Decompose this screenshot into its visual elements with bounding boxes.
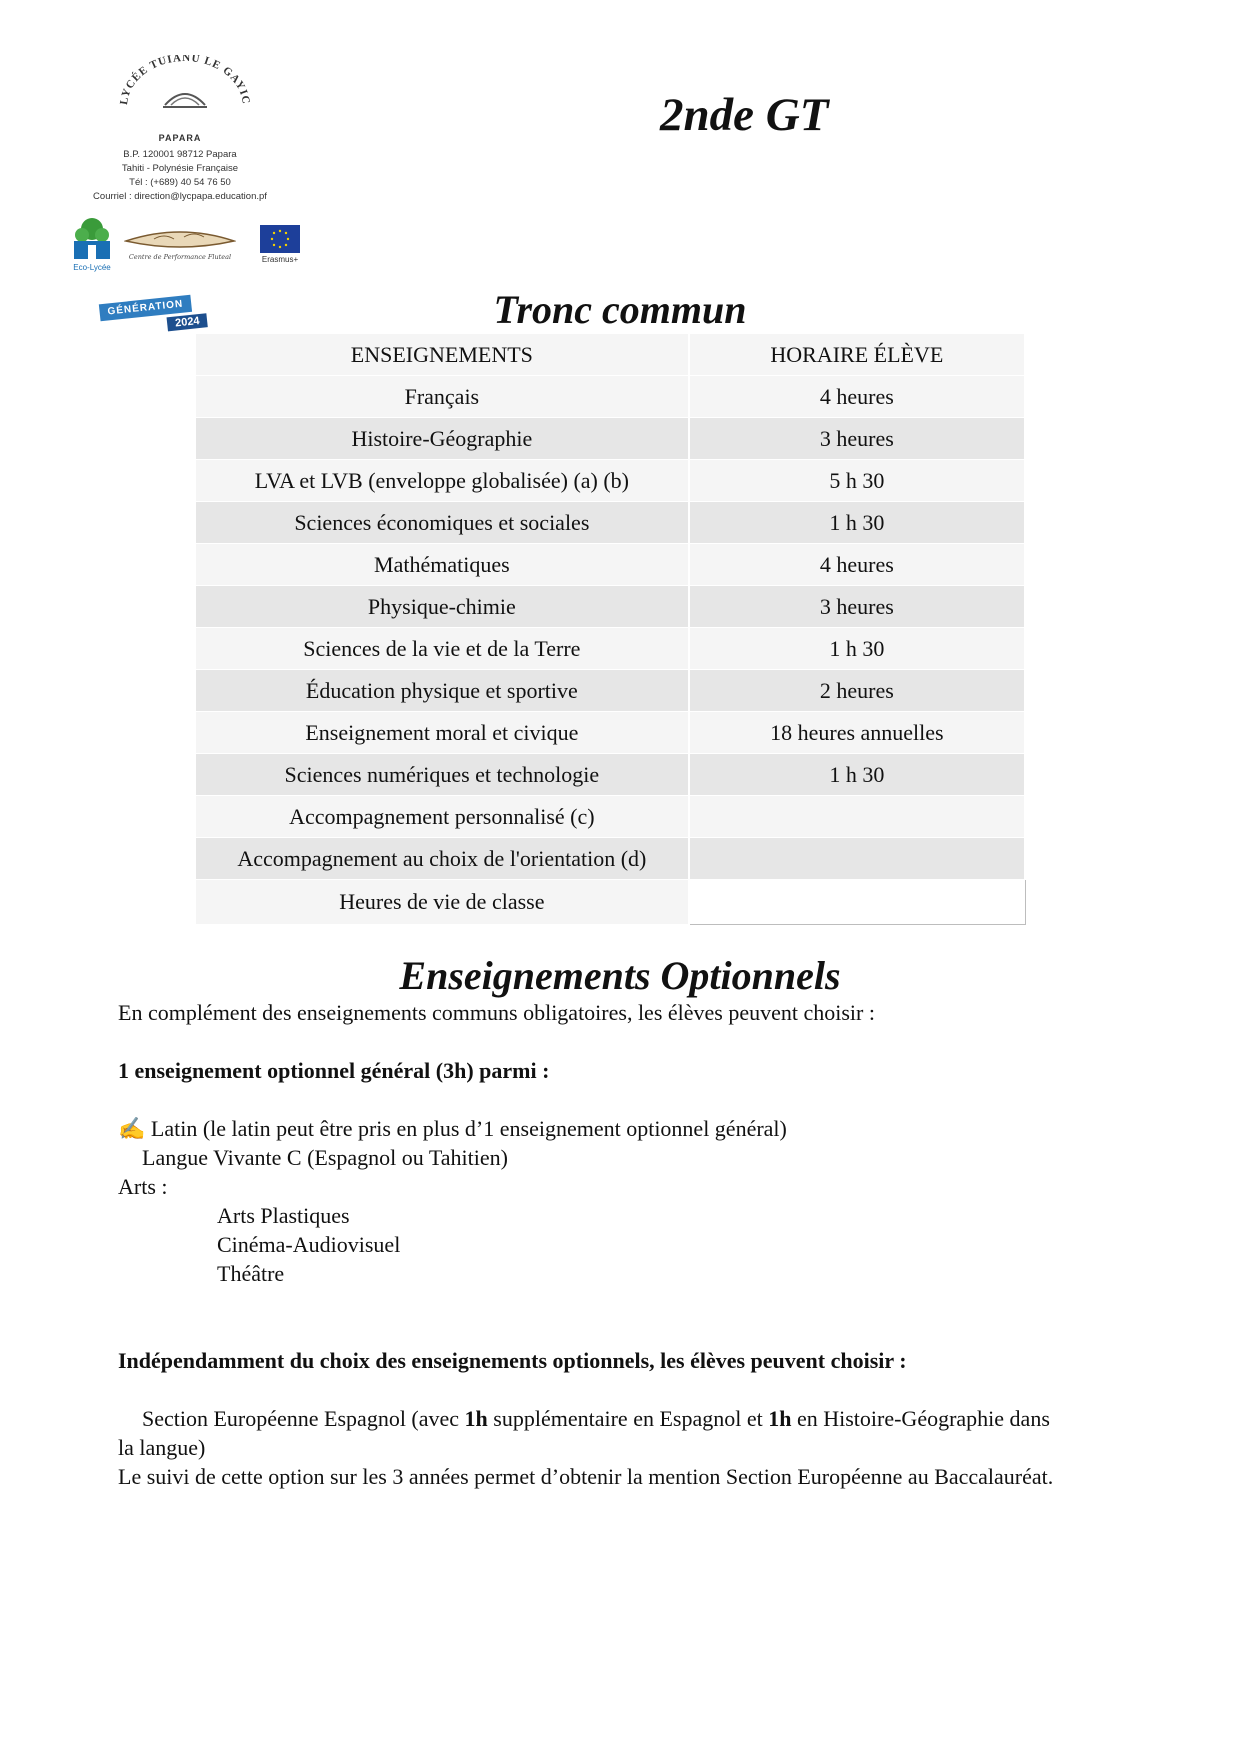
option-arts-item: [118, 1230, 1058, 1259]
table-row: [196, 418, 1025, 460]
page-title: 2nde GT: [660, 89, 829, 141]
eco-lycee-icon: [70, 215, 114, 263]
tronc-commun-table: [196, 334, 1026, 925]
hours-cell: 4 heures: [689, 544, 1025, 586]
hours-cell: [689, 880, 1025, 925]
hours-cell: 5 h 30: [689, 460, 1025, 502]
table-row: [196, 712, 1025, 754]
hours-cell: 1 h 30: [689, 754, 1025, 796]
column-header-enseignements: ENSEIGNEMENTS: [196, 334, 689, 376]
subject-cell: Accompagnement au choix de l'orientation (d): [196, 838, 689, 880]
school-address: [70, 148, 290, 204]
option-label: Cinéma-Audiovisuel: [217, 1232, 401, 1257]
option-arts-item: [118, 1201, 1058, 1230]
option-latin: [118, 1114, 1058, 1143]
table-row: [196, 628, 1025, 670]
subject-cell: Éducation physique et sportive: [196, 670, 689, 712]
writing-hand-icon: ✍: [118, 1116, 146, 1141]
section-euro-hours: 1h: [464, 1406, 488, 1431]
eu-flag-icon: [260, 225, 300, 253]
table-row: [196, 502, 1025, 544]
section-euro-text: Section Européenne Espagnol (avec: [142, 1406, 465, 1431]
subject-cell: Histoire-Géographie: [196, 418, 689, 460]
generation-label: GÉNÉRATION: [99, 295, 192, 322]
address-line: B.P. 120001 98712 Papara: [123, 149, 237, 160]
table-row: [196, 586, 1025, 628]
section-euro-text: en Histoire-Géographie dans la langue): [118, 1406, 1050, 1460]
option-label: Arts Plastiques: [217, 1203, 350, 1228]
option-lvc: [118, 1143, 1058, 1172]
school-name: LYCÉE TUIANU LE GAYIC: [117, 55, 253, 106]
intro-text: En complément des enseignements communs obligatoires, les élèves peuvent choisir :: [118, 1000, 875, 1025]
school-logo: [115, 55, 255, 115]
table-row: [196, 880, 1025, 925]
subject-cell: Physique-chimie: [196, 586, 689, 628]
table-row: [196, 670, 1025, 712]
optionnels-title: Enseignements Optionnels: [399, 953, 841, 998]
hours-cell: 1 h 30: [689, 502, 1025, 544]
hours-cell: 3 heures: [689, 418, 1025, 460]
optionnels-body: [118, 998, 1058, 1491]
table-row: [196, 544, 1025, 586]
address-line: Tahiti - Polynésie Française: [121, 163, 239, 174]
tronc-commun-title: Tronc commun: [493, 287, 747, 332]
hours-cell: 1 h 30: [689, 628, 1025, 670]
table-row: [196, 376, 1025, 418]
option-label: Latin (le latin peut être pris en plus d’1 enseignement optionnel général): [150, 1116, 787, 1141]
subject-cell: Sciences de la vie et de la Terre: [196, 628, 689, 670]
table-row: [196, 460, 1025, 502]
option-arts-item: [118, 1259, 1058, 1288]
subject-cell: LVA et LVB (enveloppe globalisée) (a) (b): [196, 460, 689, 502]
general-heading: 1 enseignement optionnel général (3h) parmi :: [118, 1058, 550, 1083]
independent-heading: Indépendamment du choix des enseignements optionnels, les élèves peuvent choisir :: [118, 1348, 907, 1373]
table-header-row: [196, 334, 1025, 376]
eco-lycee-label: Eco-Lycée: [73, 263, 111, 272]
option-label: Langue Vivante C (Espagnol ou Tahitien): [142, 1145, 508, 1170]
table-row: [196, 838, 1025, 880]
hours-cell: 3 heures: [689, 586, 1025, 628]
option-section-europeenne: [118, 1404, 1058, 1462]
hours-cell: [689, 838, 1025, 880]
hours-cell: [689, 796, 1025, 838]
subject-cell: Français: [196, 376, 689, 418]
canoe-logo-icon: [124, 221, 236, 255]
hours-cell: 4 heures: [689, 376, 1025, 418]
address-line: Tél : (+689) 40 54 76 50: [129, 177, 231, 188]
cpe-label: Centre de Performance Fluteal: [128, 253, 232, 261]
hours-cell: 2 heures: [689, 670, 1025, 712]
option-label: Théâtre: [217, 1261, 285, 1286]
table-row: [196, 796, 1025, 838]
table-row: [196, 754, 1025, 796]
column-header-horaire: HORAIRE ÉLÈVE: [689, 334, 1025, 376]
arts-label: Arts :: [118, 1174, 168, 1199]
closing-text: Le suivi de cette option sur les 3 années permet d’obtenir la mention Section Européenne au Baccalauréat.: [118, 1464, 1054, 1489]
erasmus-label: Erasmus+: [261, 255, 299, 264]
subject-cell: Sciences numériques et technologie: [196, 754, 689, 796]
section-euro-text: supplémentaire en Espagnol et: [487, 1406, 769, 1431]
subject-cell: Mathématiques: [196, 544, 689, 586]
address-line: Courriel : direction@lycpapa.education.pf: [93, 191, 267, 202]
hours-cell: 18 heures annuelles: [689, 712, 1025, 754]
subject-cell: Accompagnement personnalisé (c): [196, 796, 689, 838]
subject-cell: Sciences économiques et sociales: [196, 502, 689, 544]
subject-cell: Heures de vie de classe: [196, 880, 689, 925]
generation-year: 2024: [167, 313, 209, 331]
section-euro-hours: 1h: [768, 1406, 792, 1431]
school-place: PAPARA: [158, 133, 202, 143]
subject-cell: Enseignement moral et civique: [196, 712, 689, 754]
